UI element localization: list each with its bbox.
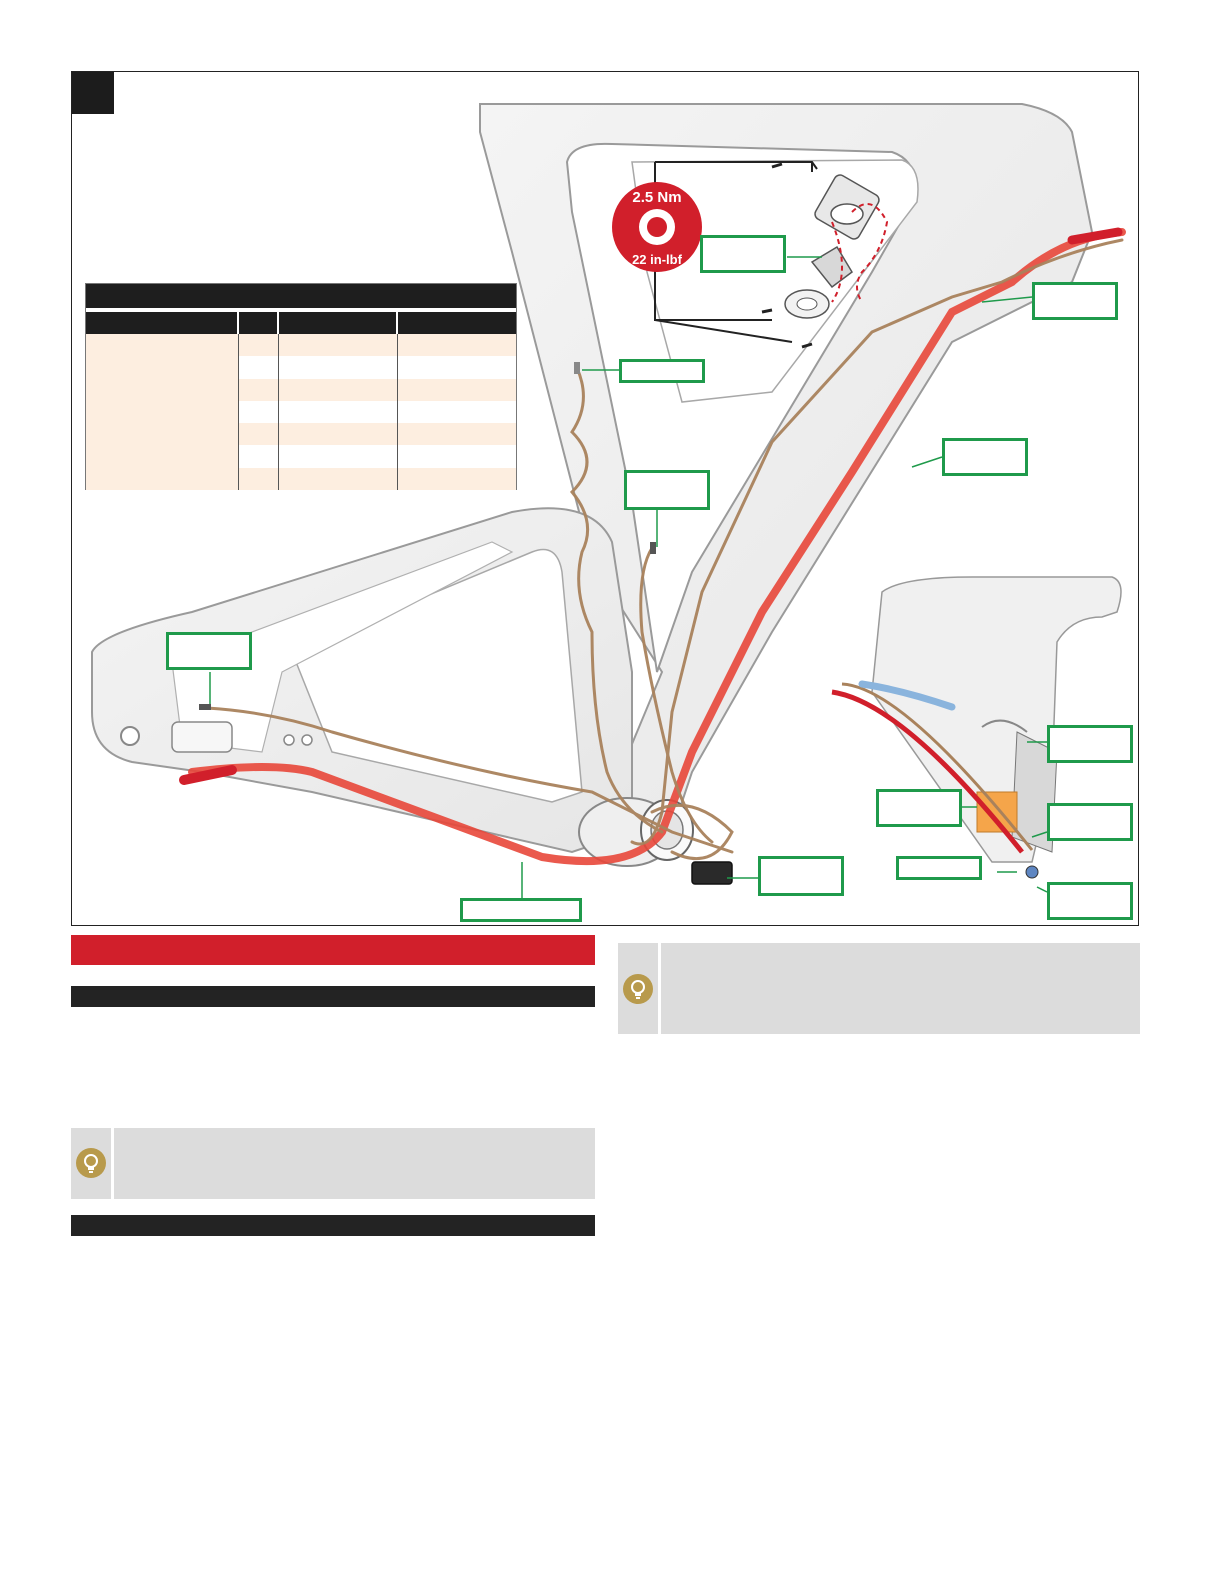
torque-value-inlbf: 22 in-lbf [632,252,682,267]
spec-header-2 [239,312,279,334]
lightbulb-icon [623,974,653,1004]
spec-table [85,283,517,490]
step-number-badge [72,72,114,114]
cable-end-rear [199,704,211,710]
body-text [71,1015,595,1115]
spec-table-title [86,284,516,312]
spec-col-2 [239,334,279,490]
callout-inset-hose [896,856,982,880]
spec-table-body [86,334,516,490]
tip-gutter [618,943,661,1034]
frame-illustration [72,72,1139,926]
callout-mid-cable [624,470,710,510]
spec-col-1 [86,334,239,490]
cable-end-mid [650,542,656,554]
spec-header-1 [86,312,239,334]
spec-header-4 [398,312,516,334]
junction-box [692,862,732,884]
callout-port-cover [700,235,786,273]
cable-routing-figure [71,71,1139,926]
tip-gutter [71,1128,114,1199]
lightbulb-icon [76,1148,106,1178]
callout-down-tube-cable [942,438,1028,476]
tip-box-right [618,943,1140,1034]
callout-brake-hose-front [1032,282,1118,320]
rear-dropout [121,727,139,745]
rear-dropout-bolt-b [302,735,312,745]
cable-end-seat [574,362,580,374]
spec-table-header [86,312,516,334]
spec-col-3 [279,334,397,490]
callout-inset-cable [1047,803,1133,841]
subheading-bar-1 [71,986,595,1007]
torque-badge [612,182,702,272]
callout-seat-cable [619,359,705,383]
callout-chainstay-hose [460,898,582,922]
callout-inset-port [1047,725,1133,763]
torque-value-nm: 2.5 Nm [632,189,682,206]
tip-box-left [71,1128,595,1199]
spec-col-4 [398,334,516,490]
subheading-bar-2 [71,1215,595,1236]
thru-axle [172,722,232,752]
callout-rear-cable [166,632,252,670]
callout-inset-housing [1047,882,1133,920]
spec-header-3 [279,312,397,334]
section-heading-bar [71,935,595,965]
rear-dropout-bolt-a [284,735,294,745]
callout-inset-foam [876,789,962,827]
callout-junction-box [758,856,844,896]
